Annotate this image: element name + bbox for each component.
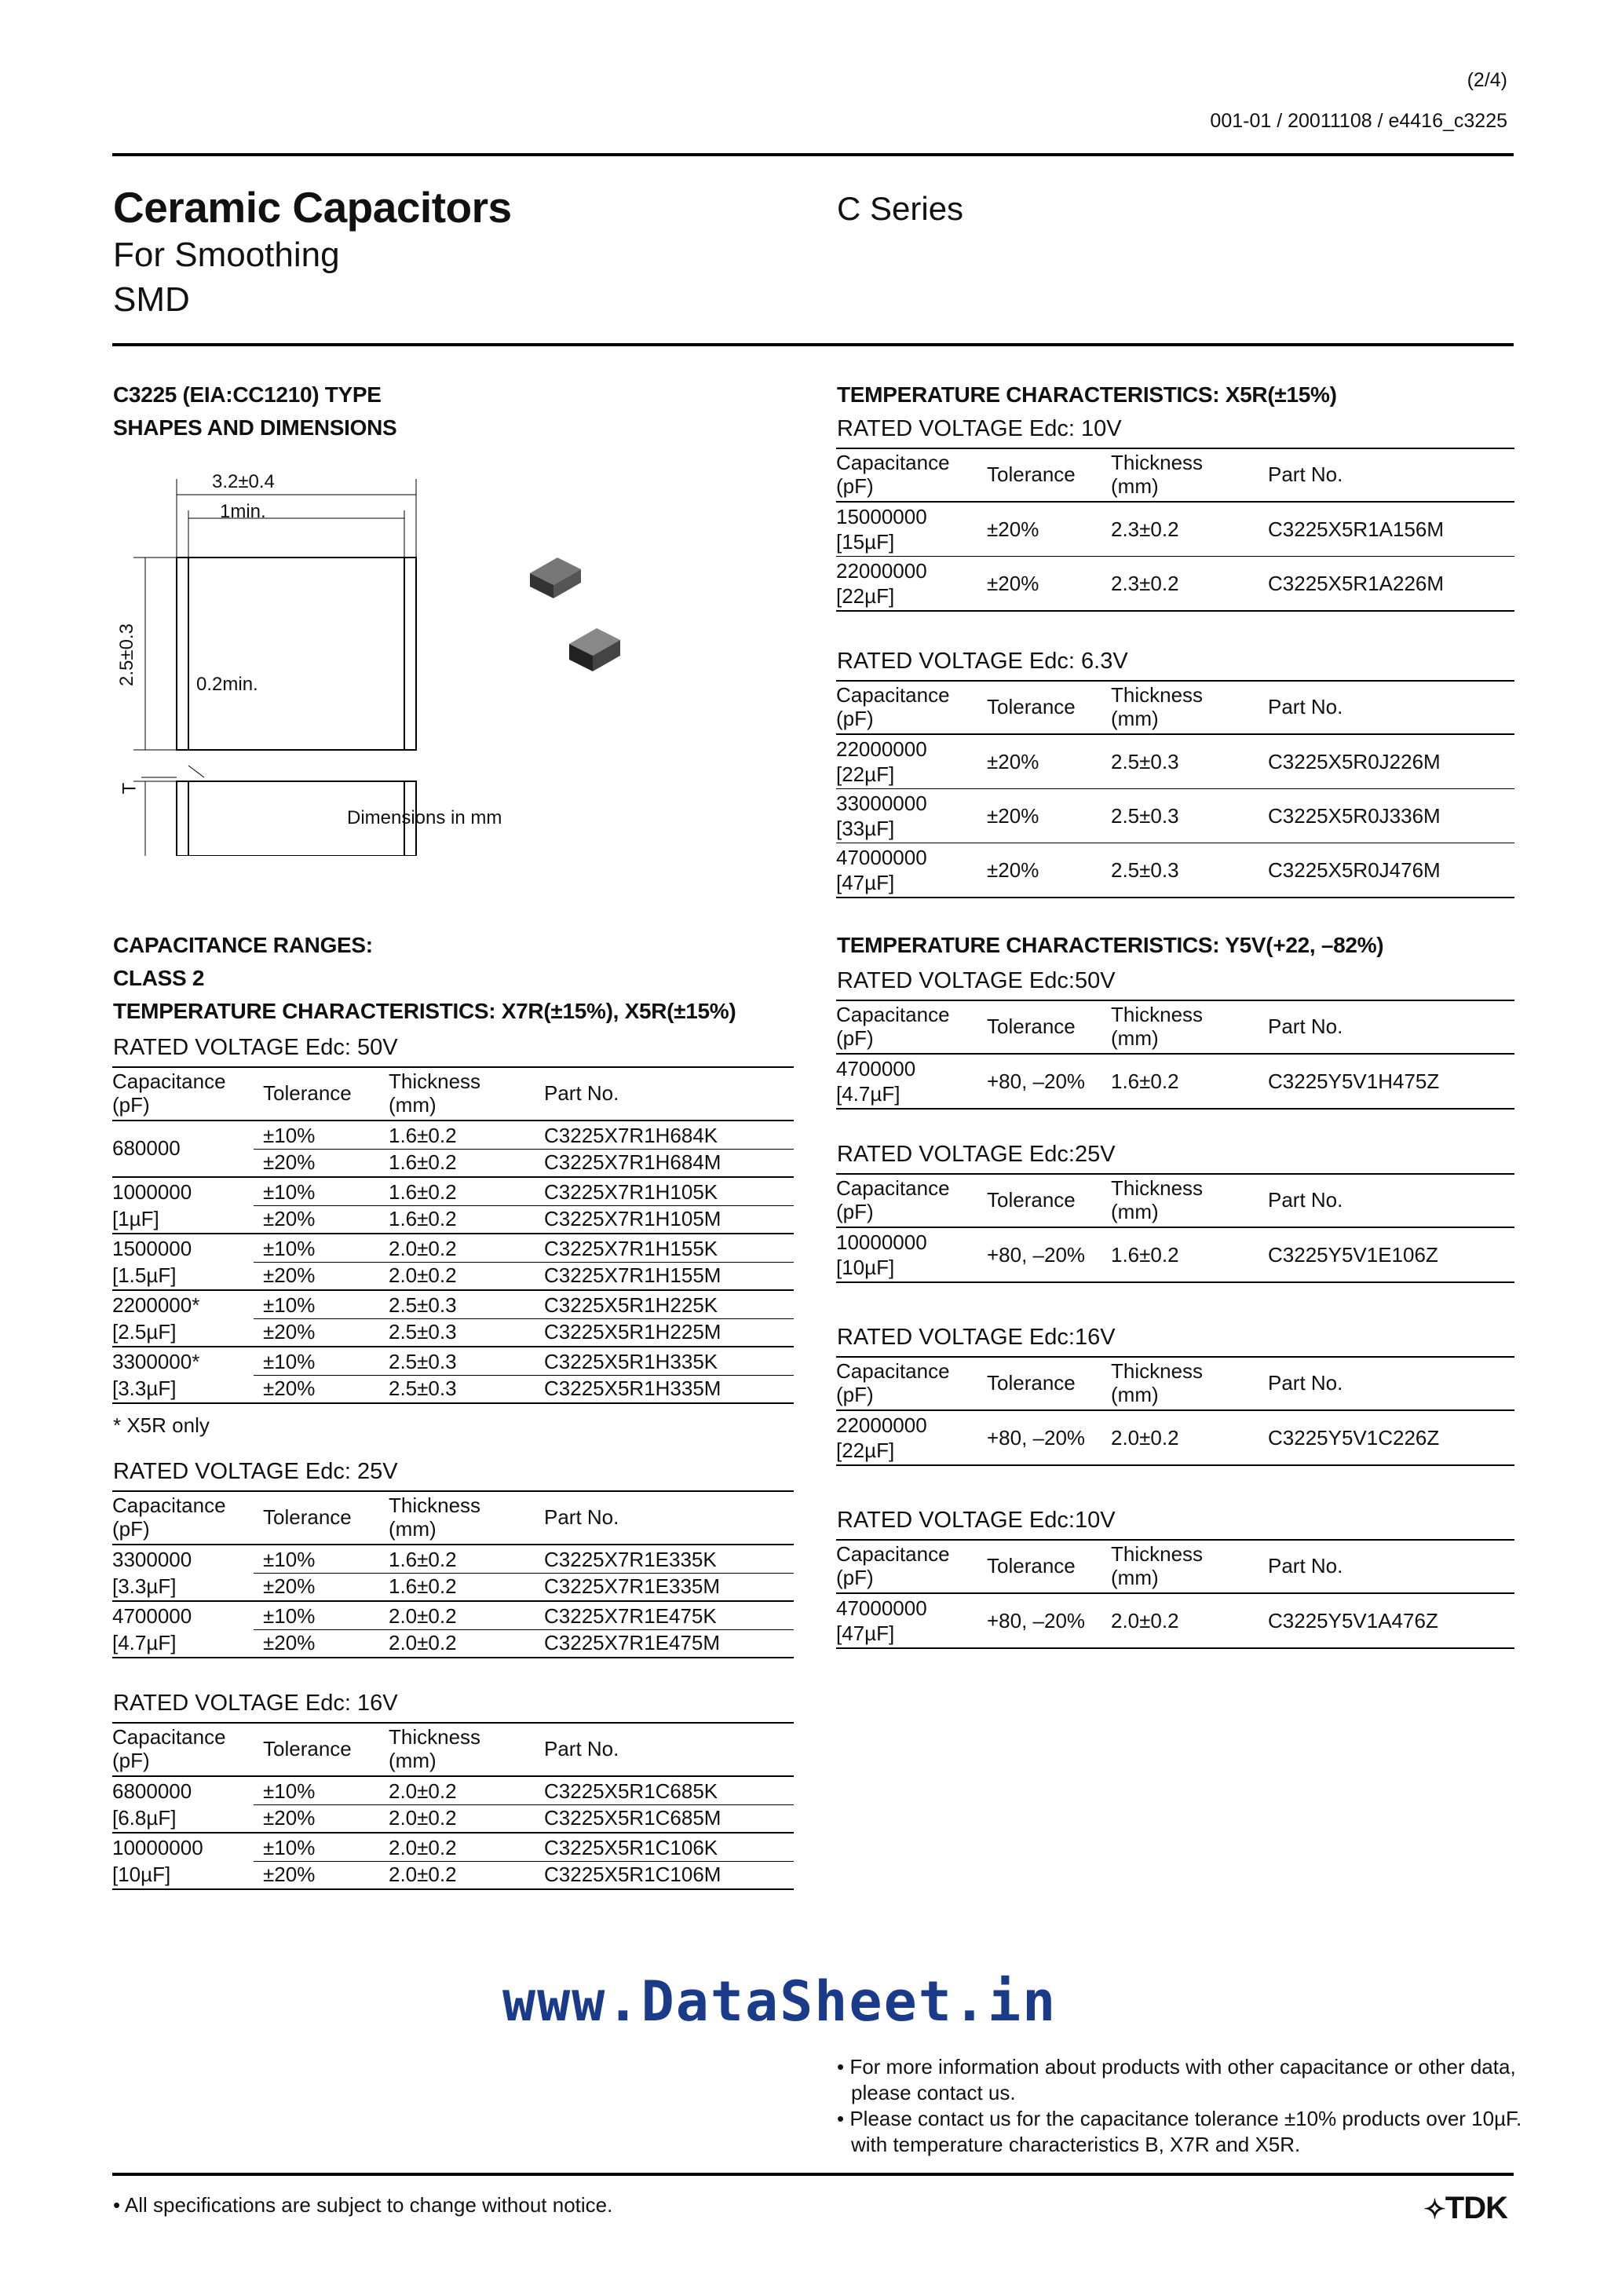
voltage-label-25v: RATED VOLTAGE Edc: 25V [113, 1459, 398, 1484]
table-y5v-10v [836, 1539, 1514, 1649]
tdk-brand: TDK [1445, 2191, 1507, 2225]
header-rule [112, 153, 1514, 156]
type-heading: C3225 (EIA:CC1210) TYPE [113, 382, 382, 407]
document-id: 001-01 / 20011108 / e4416_c3225 [1210, 110, 1507, 132]
dimension-drawing [110, 463, 597, 856]
shapes-heading: SHAPES AND DIMENSIONS [113, 415, 397, 440]
table-row: 47000000 [47µF] ±20% 2.5±0.3 C3225X5R0J476M [836, 843, 1514, 898]
thickness-dimension: T [119, 782, 141, 795]
table-header: Capacitance (pF) Tolerance Thickness (mm) Part No. [112, 1490, 794, 1545]
x5r-heading: TEMPERATURE CHARACTERISTICS: X5R(±15%) [837, 382, 1337, 407]
voltage-label-y5v-10v: RATED VOLTAGE Edc:10V [837, 1508, 1116, 1533]
col-part-number: Part No. [544, 1081, 619, 1105]
table-row: 47000000 [47µF] +80, –20% 2.0±0.2 C3225Y5V1A476Z [836, 1594, 1514, 1649]
table-row: 3300000 ±10% 1.6±0.2 C3225X7R1E335K [3.3µF] ±20% 1.6±0.2 C3225X7R1E335M [112, 1545, 794, 1600]
temp-characteristics-heading: TEMPERATURE CHARACTERISTICS: X7R(±15%), X5R(±15%) [113, 999, 736, 1023]
watermark-link[interactable]: www.DataSheet.in [502, 1969, 1058, 2034]
table-header: Capacitance (pF) Tolerance Thickness (mm) Part No. [836, 1539, 1514, 1594]
y5v-heading: TEMPERATURE CHARACTERISTICS: Y5V(+22, –82%) [837, 933, 1384, 957]
table-header: Capacitance (pF) Tolerance Thickness (mm) Part No. [112, 1722, 794, 1777]
table-y5v-25v [836, 1173, 1514, 1283]
col-thickness-unit: (mm) [389, 1093, 437, 1117]
table-header: Capacitance (pF) Tolerance Thickness (mm) Part No. [836, 1173, 1514, 1228]
col-thickness: Thickness [389, 1069, 481, 1093]
voltage-label-y5v-50v: RATED VOLTAGE Edc:50V [837, 968, 1116, 993]
note-tolerance-line1: • Please contact us for the capacitance tolerance ±10% products over 10µF. [837, 2107, 1522, 2130]
tdk-mark-icon: ✧ [1423, 2195, 1445, 2225]
subtitle-package: SMD [113, 280, 190, 319]
table-header: Capacitance (pF) Tolerance Thickness (mm) Part No. [836, 1000, 1514, 1055]
table-header: Capacitance (pF) Tolerance Thickness (mm) Part No. [836, 448, 1514, 503]
voltage-label-y5v-16v: RATED VOLTAGE Edc:16V [837, 1325, 1116, 1350]
table-row: 22000000 [22µF] +80, –20% 2.0±0.2 C3225Y5V1C226Z [836, 1411, 1514, 1466]
capacitance-ranges-heading: CAPACITANCE RANGES: [113, 933, 373, 957]
voltage-label-y5v-25v: RATED VOLTAGE Edc:25V [837, 1142, 1116, 1167]
table-row: 3300000* ±10% 2.5±0.3 C3225X5R1H335K [3.3µF] ±20% 2.5±0.3 C3225X5R1H335M [112, 1347, 794, 1402]
note-tolerance-line2: with temperature characteristics B, X7R and X5R. [851, 2133, 1301, 2156]
footer-rule [112, 2173, 1514, 2176]
class-heading: CLASS 2 [113, 966, 205, 990]
series-label: C Series [837, 190, 964, 227]
table-y5v-50v [836, 1000, 1514, 1110]
table-header: Capacitance (pF) Tolerance Thickness (mm) Part No. [836, 680, 1514, 735]
page-number: (2/4) [1467, 69, 1507, 91]
terminal-dimension: 0.2min. [196, 674, 258, 695]
table-row: 10000000 ±10% 2.0±0.2 C3225X5R1C106K [10µF] ±20% 2.0±0.2 C3225X5R1C106M [112, 1834, 794, 1888]
voltage-label-x5r-10v: RATED VOLTAGE Edc: 10V [837, 416, 1122, 441]
table-row: 33000000 [33µF] ±20% 2.5±0.3 C3225X5R0J336M [836, 789, 1514, 843]
note-contact-line2: please contact us. [851, 2081, 1016, 2104]
tdk-logo [1423, 2191, 1507, 2226]
dimensions-note: Dimensions in mm [347, 807, 502, 828]
table-row: 6800000 ±10% 2.0±0.2 C3225X5R1C685K [6.8µF] ±20% 2.0±0.2 C3225X5R1C685M [112, 1777, 794, 1832]
table-row: 680000 ±10% 1.6±0.2 C3225X7R1H684K ±20% 1.6±0.2 C3225X7R1H684M [112, 1121, 794, 1176]
voltage-label-16v: RATED VOLTAGE Edc: 16V [113, 1691, 398, 1716]
table-row: 10000000 [10µF] +80, –20% 1.6±0.2 C3225Y5V1E106Z [836, 1228, 1514, 1283]
table-25v [112, 1490, 794, 1658]
table-16v [112, 1722, 794, 1890]
table-row: 15000000 [15µF] ±20% 2.3±0.2 C3225X5R1A156M [836, 503, 1514, 557]
note-contact-line1: • For more information about products with other capacitance or other data, [837, 2055, 1516, 2078]
width-dimension: 3.2±0.4 [212, 471, 275, 492]
col-tolerance: Tolerance [263, 1081, 352, 1105]
title-rule [112, 343, 1514, 346]
disclaimer: • All specifications are subject to change without notice. [113, 2193, 613, 2217]
table-x5r-6v3 [836, 680, 1514, 898]
table-row: 1500000 ±10% 2.0±0.2 C3225X7R1H155K [1.5µF] ±20% 2.0±0.2 C3225X7R1H155M [112, 1234, 794, 1289]
table-row: 2200000* ±10% 2.5±0.3 C3225X5R1H225K [2.5µF] ±20% 2.5±0.3 C3225X5R1H225M [112, 1291, 794, 1346]
table-row: 4700000 [4.7µF] +80, –20% 1.6±0.2 C3225Y5V1H475Z [836, 1055, 1514, 1110]
table-50v [112, 1066, 794, 1404]
voltage-label-x5r-6v3: RATED VOLTAGE Edc: 6.3V [837, 649, 1128, 674]
table-row: 22000000 [22µF] ±20% 2.3±0.2 C3225X5R1A226M [836, 557, 1514, 612]
table-header [112, 1066, 794, 1121]
table-row: 22000000 [22µF] ±20% 2.5±0.3 C3225X5R0J226M [836, 735, 1514, 789]
table-row: 1000000 ±10% 1.6±0.2 C3225X7R1H105K [1µF] ±20% 1.6±0.2 C3225X7R1H105M [112, 1178, 794, 1233]
chip-image [526, 550, 628, 683]
col-capacitance: Capacitance [112, 1069, 226, 1093]
table-row: 4700000 ±10% 2.0±0.2 C3225X7R1E475K [4.7µF] ±20% 2.0±0.2 C3225X7R1E475M [112, 1602, 794, 1657]
voltage-label-50v: RATED VOLTAGE Edc: 50V [113, 1035, 398, 1060]
dimension-diagram [110, 463, 597, 856]
col-capacitance-unit: (pF) [112, 1093, 150, 1117]
subtitle-application: For Smoothing [113, 236, 340, 274]
page-title: Ceramic Capacitors [113, 183, 512, 232]
table-x5r-10v [836, 448, 1514, 612]
table-header: Capacitance (pF) Tolerance Thickness (mm) Part No. [836, 1356, 1514, 1411]
min-length-dimension: 1min. [220, 501, 266, 522]
table-y5v-16v [836, 1356, 1514, 1466]
height-dimension: 2.5±0.3 [115, 623, 137, 686]
x5r-only-note: * X5R only [113, 1413, 210, 1437]
chip-photo [526, 550, 628, 687]
